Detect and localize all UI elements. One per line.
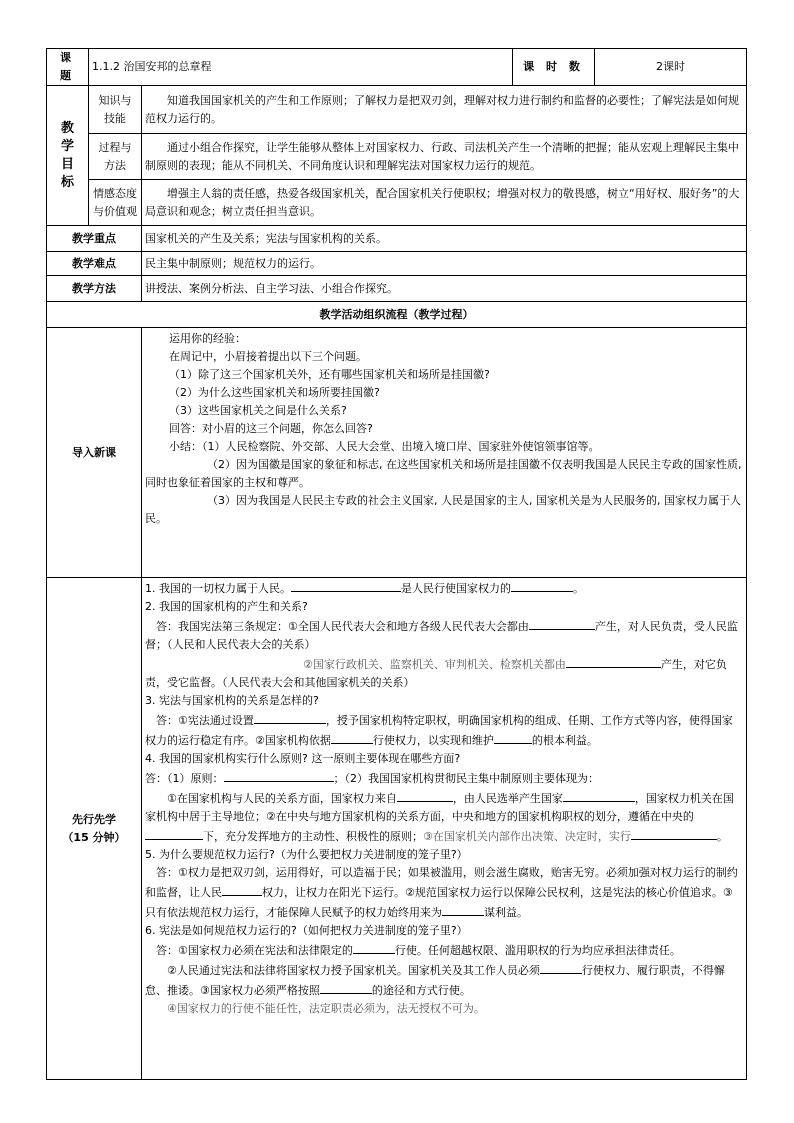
preview-content [142, 578, 747, 1080]
intro-line: （2）为什么这些国家机关和场所要挂国徽? [169, 386, 380, 399]
intro-line: （3）这些国家机关之间是什么关系? [169, 404, 347, 417]
methods-row [47, 276, 747, 302]
fill-blank[interactable] [511, 578, 573, 592]
topic-title: 1.1.2 治国安邦的总章程 [89, 49, 513, 86]
hours-label: 课 时 数 [513, 49, 595, 86]
goal-label-attitude: 情感态度 与价值观 [89, 180, 142, 226]
q5-answer: 答：①权力是把双刃剑，运用得好，可以造福于民；如果被滥用，则会滋生腐败，贻害无穷。必须加强对权力运行的制约和监督，让人民 权力，让权力在阳光下运行。②规范国家权力运行以保障公民权利，这是宪法的核心价值追求。③只有依法规范权力运行，才能保障人民赋予的权力始终用来为 谋利益。 [145, 866, 738, 919]
intro-content [142, 328, 747, 578]
lesson-plan-table [46, 48, 747, 1080]
fill-blank[interactable] [540, 960, 582, 974]
fill-blank[interactable] [145, 826, 203, 840]
intro-line: 在周记中，小眉接着提出以下三个问题。 [169, 350, 367, 363]
difficulty-label: 教学难点 [47, 252, 142, 276]
q3: 3. 宪法与国家机构的关系是怎样的? [145, 694, 319, 707]
fill-blank[interactable] [224, 768, 334, 782]
fill-blank[interactable] [631, 826, 717, 840]
q4-answer-1: 答：（1）原则： ；（2）我国国家机构贯彻民主集中制原则主要体现为： [145, 768, 743, 788]
fill-blank[interactable] [563, 788, 635, 802]
intro-line: 运用你的经验： [169, 332, 246, 345]
key-point-label: 教学重点 [47, 226, 142, 252]
intro-summary-1: 小结：（1）人民检察院、外交部、人民大会堂、出境入境口岸、国家驻外使馆领事馆等。 [169, 440, 600, 453]
fill-blank[interactable] [397, 788, 453, 802]
fill-blank[interactable] [353, 940, 395, 954]
q6-answer-3: ④国家权力的行使不能任性，法定职责必须为，法无授权不可为。 [167, 1002, 485, 1015]
q5: 5. 为什么要规范权力运行?（为什么要把权力关进制度的笼子里?） [145, 848, 468, 861]
intro-row [47, 328, 747, 578]
difficulty-text: 民主集中制原则；规范权力的运行。 [142, 252, 747, 276]
process-title: 教学活动组织流程（教学过程） [47, 302, 747, 328]
difficulty-row [47, 252, 747, 276]
goal-label-knowledge: 知识与 技能 [89, 86, 142, 134]
key-point-text: 国家机关的产生及关系；宪法与国家机构的关系。 [142, 226, 747, 252]
q2-answer-1: 答：我国宪法第三条规定：①全国人民代表大会和地方各级人民代表大会都由 产生，对人民负责，受人民监督；（人民和人民代表大会的关系） [145, 616, 743, 654]
preview-time: （15 分钟） [62, 830, 126, 844]
fill-blank[interactable] [529, 616, 595, 630]
methods-label: 教学方法 [47, 276, 142, 302]
hours-value: 2课时 [595, 49, 747, 86]
goal-label-process: 过程与 方法 [89, 134, 142, 180]
goal-row-process [47, 134, 747, 180]
key-point-row [47, 226, 747, 252]
fill-blank[interactable] [566, 654, 661, 668]
fill-blank[interactable] [222, 882, 262, 896]
topic-label: 课 题 [47, 49, 89, 86]
q2-answer-2: ②国家行政机关、监察机关、审判机关、检察机关都由 产生，对它负责，受它监督。（人民代表大会和其他国家机关的关系） [145, 654, 743, 692]
q3-answer: 答：①宪法通过设置 ，授予国家机构特定职权，明确国家机构的组成、任期、工作方式等内容，使得国家权力的运行稳定有序。②国家机构依据 行使权力，以实现和维护 的根本利益。 [145, 710, 743, 750]
methods-text: 讲授法、案例分析法、自主学习法、小组合作探究。 [142, 276, 747, 302]
goal-text-attitude: 增强主人翁的责任感，热爱各级国家机关，配合国家机关行使职权；增强对权力的敬畏感，树立“用好权、服好务”的大局意识和观念；树立责任担当意识。 [142, 180, 747, 226]
q1: 1. 我国的一切权力属于人民。 是人民行使国家权力的 。 [145, 578, 743, 598]
q6-answer-2: ②人民通过宪法和法律将国家权力授予国家机关。国家机关及其工作人员必须 行使权力、履行职责，不得懈怠、推诿。③国家权力必须严格按照 的途径和方式行使。 [145, 960, 743, 1000]
intro-line: 回答：对小眉的这三个问题，你怎么回答? [169, 422, 373, 435]
goal-text-process: 通过小组合作探究，让学生能够从整体上对国家权力、行政、司法机关产生一个清晰的把握；能从宏观上理解民主集中制原则的表现；能从不同机关、不同角度认识和理解宪法对国家权力运行的规范。 [142, 134, 747, 180]
fill-blank[interactable] [291, 578, 401, 592]
goal-text-knowledge: 知道我国国家机关的产生和工作原则；了解权力是把双刃剑，理解对权力进行制约和监督的必要性；了解宪法是如何规范权力运行的。 [142, 86, 747, 134]
fill-blank[interactable] [320, 980, 372, 994]
intro-summary-3: （3）因为我国是人民民主专政的社会主义国家, 人民是国家的主人, 国家机关是为人民服务的, 国家权力属于人民。 [145, 494, 741, 525]
goal-row-attitude [47, 180, 747, 226]
preview-row [47, 578, 747, 1080]
process-title-row [47, 302, 747, 328]
fill-blank[interactable] [442, 902, 484, 916]
goals-group-label: 教 学 目 标 [47, 86, 89, 226]
preview-label: 先行先学 [72, 812, 116, 826]
q2: 2. 我国的国家机构的产生和关系? [145, 600, 308, 613]
fill-blank[interactable] [494, 730, 532, 744]
intro-label: 导入新课 [47, 328, 142, 578]
fill-blank[interactable] [331, 730, 373, 744]
q4-answer-2: ①在国家机构与人民的关系方面，国家权力来自 ，由人民选举产生国家 ，国家权力机关在国家机构中居于主导地位；②在中央与地方国家机构的关系方面，中央和地方的国家机构职权的划分，遵循在中央的下，充分发挥地方的主动性、积极性的原则；③在国家机关内部作出决策、决定时，实行 。 [145, 788, 743, 846]
q6: 6. 宪法是如何规范权力运行的?（如何把权力关进制度的笼子里?） [145, 924, 468, 937]
preview-label-cell [47, 578, 142, 1080]
header-row [47, 49, 747, 86]
goal-row-knowledge [47, 86, 747, 134]
fill-blank[interactable] [254, 710, 326, 724]
q6-answer-1: 答：①国家权力必须在宪法和法律限定的 行使。任何超越权限、滥用职权的行为均应承担法律责任。 [145, 940, 743, 960]
intro-summary-2: （2）因为国徽是国家的象征和标志, 在这些国家机关和场所是挂国徽不仅表明我国是人民民主专政的国家性质, 同时也象征着国家的主权和尊严。 [145, 458, 742, 489]
q4: 4. 我国的国家机构实行什么原则? 这一原则主要体现在哪些方面? [145, 752, 461, 765]
intro-line: （1）除了这三个国家机关外，还有哪些国家机关和场所是挂国徽? [169, 368, 490, 381]
